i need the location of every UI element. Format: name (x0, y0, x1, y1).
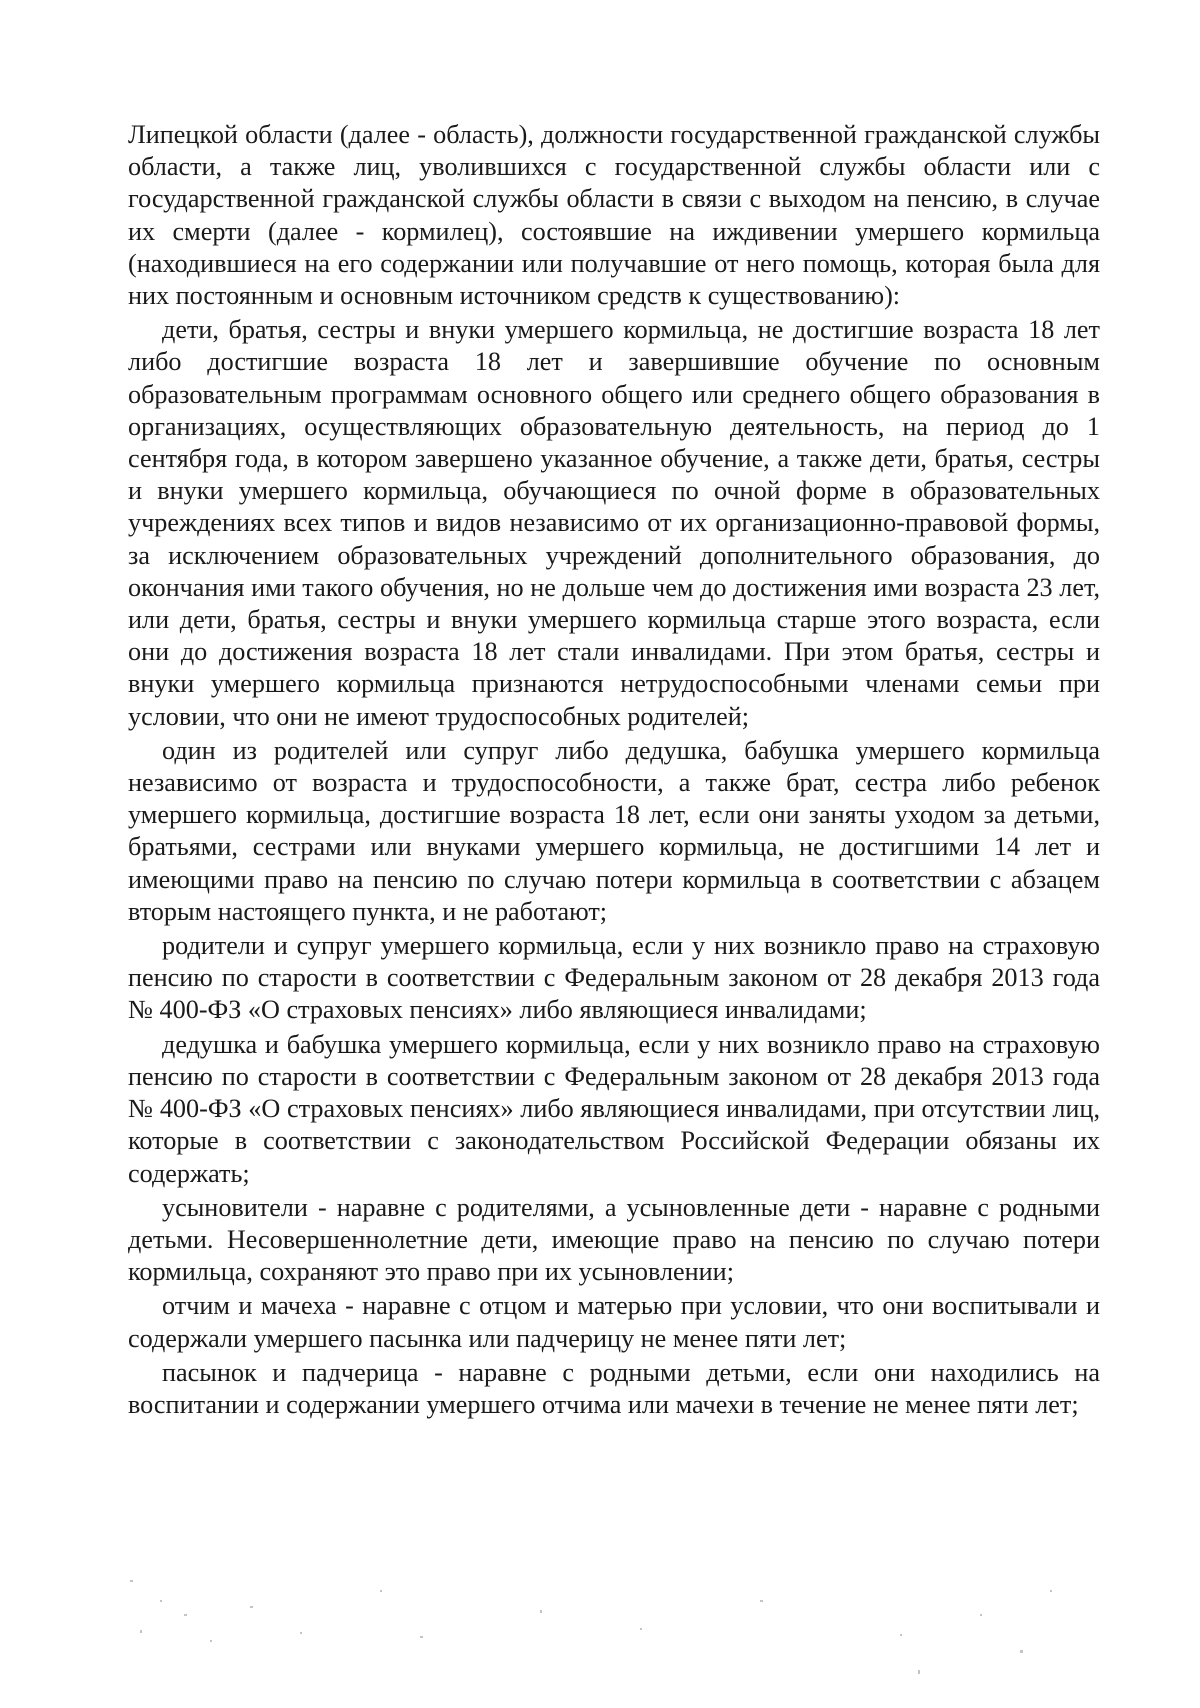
paragraph-grandparents: дедушка и бабушка умершего кормильца, если у них возникло право на страховую пенсию по старости в соответствии с Федеральным законом от 28 декабря 2013 года № 400-ФЗ «О страховых пенсиях» либо являющиеся инвалидами, при отсутствии лиц, которые в соответствии с законодательством Российской Федерации обязаны их содержать; (128, 1029, 1100, 1188)
document-body (128, 119, 1100, 1423)
paragraph-intro: Липецкой области (далее - область), должности государственной гражданской службы области, а также лиц, уволившихся с государственной службы области или с государственной гражданской службы области в связи с выходом на пенсию, в случае их смерти (далее - кормилец), состоявшие на иждивении умершего кормильца (находившиеся на его содержании или получавшие от него помощь, которая была для них постоянным и основным источником средств к существованию): (128, 120, 1100, 311)
paragraph-children: дети, братья, сестры и внуки умершего кормильца, не достигшие возраста 18 лет либо достигшие возраста 18 лет и завершившие обучение по основным образовательным программам основного общего или среднего общего образования в организациях, осуществляющих образовательную деятельность, на период до 1 сентября года, в котором завершено указанное обучение, а также дети, братья, сестры и внуки умершего кормильца, обучающиеся по очной форме в образовательных учреждениях всех типов и видов независимо от их организационно-правовой формы, за исключением образовательных учреждений дополнительного образования, до окончания ими такого обучения, но не дольше чем до достижения ими возраста 23 лет, или дети, братья, сестры и внуки умершего кормильца старше этого возраста, если они до достижения возраста 18 лет стали инвалидами. При этом братья, сестры и внуки умершего кормильца признаются нетрудоспособными членами семьи при условии, что они не имеют трудоспособных родителей; (128, 315, 1100, 731)
paragraph-stepparents: отчим и мачеха - наравне с отцом и матерью при условии, что они воспитывали и содержали умершего пасынка или падчерицу не менее пяти лет; (128, 1291, 1100, 1353)
scan-noise-dots (120, 1570, 1100, 1690)
paragraph-adopters: усыновители - наравне с родителями, а усыновленные дети - наравне с родными детьми. Несовершеннолетние дети, имеющие право на пенсию по случаю потери кормильца, сохраняют это право при их усыновлении; (128, 1192, 1100, 1287)
paragraph-parent-caregiver: один из родителей или супруг либо дедушка, бабушка умершего кормильца независимо от возраста и трудоспособности, а также брат, сестра либо ребенок умершего кормильца, достигшие возраста 18 лет, если они заняты уходом за детьми, братьями, сестрами или внуками умершего кормильца, не достигшими 14 лет и имеющими право на пенсию по случаю потери кормильца в соответствии с абзацем вторым настоящего пункта, и не работают; (128, 735, 1100, 926)
scan-noise (120, 1570, 1100, 1690)
paragraph-parents-spouse: родители и супруг умершего кормильца, если у них возникло право на страховую пенсию по старости в соответствии с Федеральным законом от 28 декабря 2013 года № 400-ФЗ «О страховых пенсиях» либо являющиеся инвалидами; (128, 931, 1100, 1025)
paragraph-stepchildren: пасынок и падчерица - наравне с родными детьми, если они находились на воспитании и содержании умершего отчима или мачехи в течение не менее пяти лет; (128, 1357, 1100, 1419)
